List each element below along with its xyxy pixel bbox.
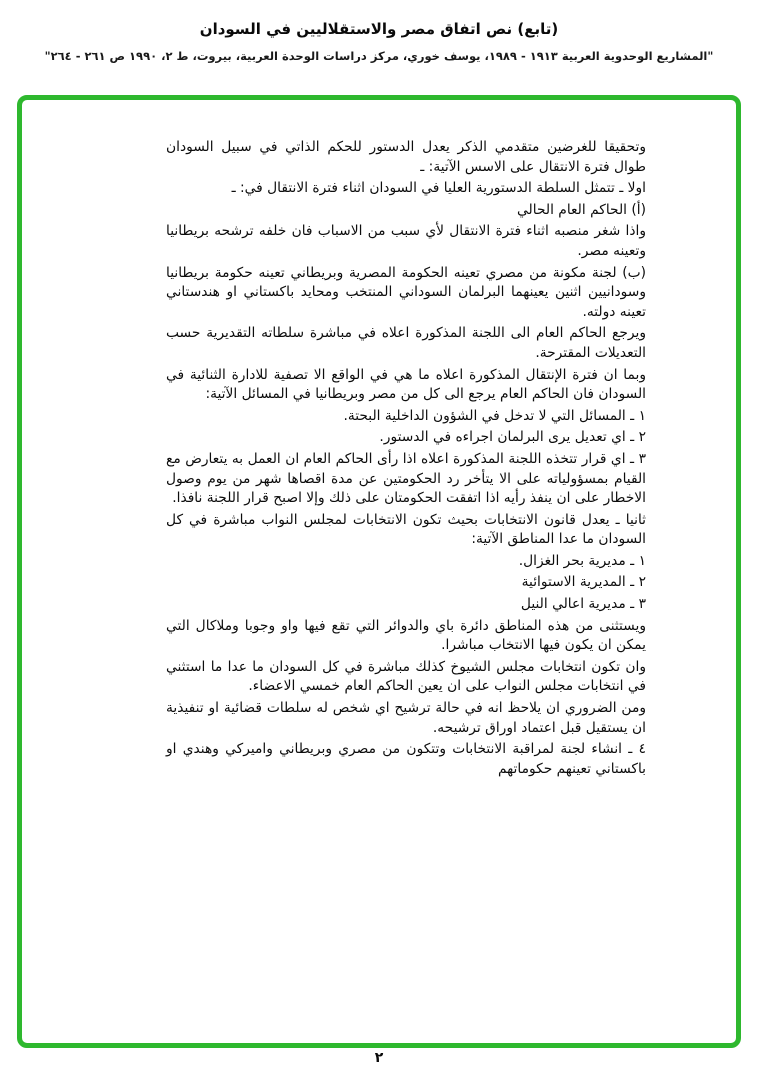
paragraph: اولا ـ تتمثل السلطة الدستورية العليا في السودان اثناء فترة الانتقال في: ـ	[231, 180, 646, 197]
list-item: ٤ ـ انشاء لجنة لمراقبة الانتخابات وتتكون من مصري وبريطاني واميركي وهندي او باكستاني تعينهم حكوماتهم	[166, 741, 646, 777]
paragraph: ويرجع الحاكم العام الى اللجنة المذكورة اعلاه في مباشرة سلطاته التقديرية حسب التعديلات المقترحة.	[166, 325, 646, 361]
list-item: ١ ـ مديرية بحر الغزال.	[518, 552, 646, 569]
document-title: (تابع) نص اتفاق مصر والاستقلاليين في السودان	[199, 20, 559, 38]
paragraph: ومن الضروري ان يلاحظ انه في حالة ترشيح اي شخص له سلطات قضائية او تنفيذية ان يستقيل قبل اعتماد اوراق ترشيحه.	[166, 700, 646, 736]
paragraph: وبما ان فترة الإنتقال المذكورة اعلاه ما هي في الواقع الا تصفية للادارة الثنائية في السودان فان الحاكم العام يرجع الى كل من مصر وبريطانيا في المسائل الآتية:	[166, 366, 646, 403]
list-item: ١ ـ المسائل التي لا تدخل في الشؤون الداخلية البحتة.	[343, 407, 646, 424]
page-header	[0, 20, 758, 63]
document-source-citation: "المشاريع الوحدوية العربية ١٩١٣ - ١٩٨٩، يوسف خوري، مركز دراسات الوحدة العربية، بيروت، ط ٢، ١٩٩٠ ص ٢٦١ - ٢٦٤"	[44, 49, 714, 63]
paragraph: ثانيا ـ يعدل قانون الانتخابات بحيث تكون الانتخابات لمجلس النواب مباشرة في كل السودان ما عدا المناطق الآتية:	[166, 511, 646, 548]
paragraph: وتحقيقا للغرضين متقدمي الذكر يعدل الدستور للحكم الذاتي في سبيل السودان طوال فترة الانتقال على الاسس الآتية: ـ	[166, 139, 646, 175]
document-body	[166, 138, 646, 781]
list-item: ٣ ـ مديرية اعالي النيل	[520, 596, 646, 613]
paragraph: واذا شغر منصبه اثناء فترة الانتقال لأي سبب من الاسباب فان خلفه ترشحه بريطانيا وتعينه مصر.	[166, 223, 646, 259]
page-number: ٢	[374, 1050, 384, 1066]
list-item: ٢ ـ اي تعديل يرى البرلمان اجراءه في الدستور.	[379, 429, 646, 446]
paragraph: وان تكون انتخابات مجلس الشيوخ كذلك مباشرة في كل السودان ما عدا ما استثني في انتخابات مجلس النواب على ان يعين الحاكم العام خمسي الاعضاء.	[166, 658, 646, 695]
list-item: ٢ ـ المديرية الاستوائية	[521, 574, 646, 591]
paragraph: (ب) لجنة مكونة من مصري تعينه الحكومة المصرية وبريطاني تعينه حكومة بريطانيا وسودانيين اثنين يعينهما البرلمان السوداني المنتخب ومحايد باكستاني او هندستاني تعينه دولته.	[166, 264, 646, 320]
page-footer	[0, 1050, 758, 1066]
list-item: ٣ ـ اي قرار تتخذه اللجنة المذكورة اعلاه اذا رأى الحاكم العام ان العمل به يتعارض مع القيام بمسؤولياته على الا يتأخر رد الحكومتين عن مدة اقصاها شهر من يوم وصول الاخطار على ان ينفذ رأيه اذا اتفقت الحكومتان على ذلك وإلا اصبح قرار اللجنة نافذا.	[166, 450, 646, 507]
paragraph: ويستثنى من هذه المناطق دائرة باي والدوائر التي تقع فيها واو وجوبا وملاكال التي يمكن ان يكون فيها الانتخاب مباشرا.	[166, 617, 646, 654]
paragraph: (أ) الحاكم العام الحالي	[517, 201, 646, 218]
